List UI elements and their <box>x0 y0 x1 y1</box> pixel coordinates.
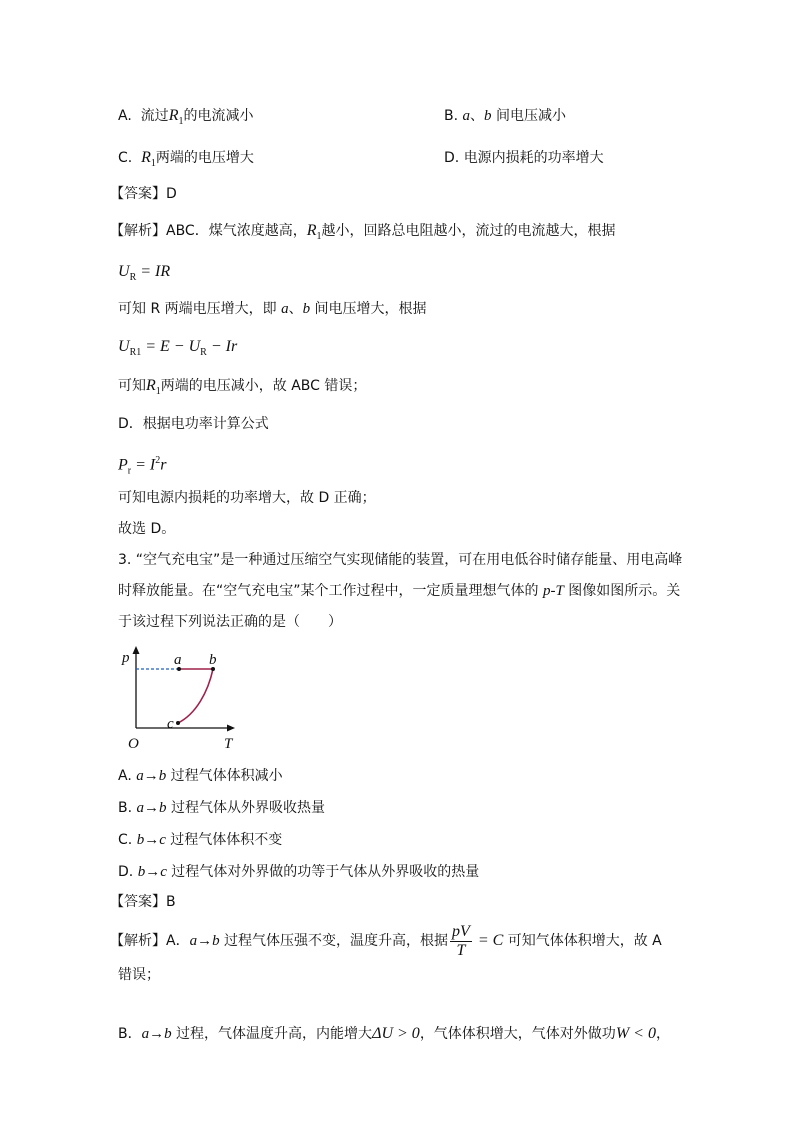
r1-symbol: $R_1$ <box>168 107 184 128</box>
q2-analysis-line-6: 故选 D。 <box>118 521 176 537</box>
ideal-gas-fraction: $\frac{pV}{T}$ <box>452 922 470 959</box>
equation-power: $P_r = I^2r$ <box>118 455 167 477</box>
q3-option-d: D. b→c 过程气体对外界做的功等于气体从外界吸收的热量 <box>118 864 480 880</box>
q2-option-b: B. a、b 间电压减小 <box>444 108 566 124</box>
q2-analysis-line-4: D．根据电功率计算公式 <box>118 416 269 432</box>
q3-answer: 【答案】B <box>110 894 176 910</box>
origin-label: O <box>128 736 139 752</box>
r1-symbol: $R_1$ <box>306 222 322 243</box>
q2-analysis-line-1: 【解析】ABC．煤气浓度越高，$R_1$越小，回路总电阻越小，流过的电流越大，根据 <box>110 222 616 243</box>
q3-option-c: C. b→c 过程气体体积不变 <box>118 832 283 848</box>
t-axis-arrow-icon <box>227 725 235 732</box>
label-a: a <box>174 652 182 668</box>
q3-analysis-line-2: 错误； <box>118 967 160 983</box>
q2-option-a: A. 流过$R_1$的电流减小 <box>118 107 254 128</box>
pt-graph <box>116 644 246 754</box>
q3-analysis-line-3: B．a→b 过程，气体温度升高，内能增大ΔU > 0，气体体积增大，气体对外做功W < 0， <box>118 1025 670 1042</box>
q2-answer: 【答案】D <box>110 186 177 202</box>
q3-stem-line-1: 3. “空气充电宝”是一种通过压缩空气实现储能的装置，可在用电低谷时储存能量、用电高峰 <box>118 552 683 568</box>
equation-ur: $U_R$ = IR <box>118 263 171 284</box>
q3-analysis-line-1: 【解析】A．a→b 过程气体压强不变，温度升高，根据 $\frac{pV}{T}$ = C 可知气体体积增大，故 A <box>110 922 662 959</box>
equation-ur1: $U_{R1} = E - U_R - Ir$ <box>118 338 238 359</box>
q2-option-c: C. $R_1$两端的电压增大 <box>118 149 254 170</box>
q3-option-b: B. a→b 过程气体从外界吸收热量 <box>118 800 325 816</box>
process-bc-curve <box>178 669 213 723</box>
axis-label-t: T <box>224 736 233 752</box>
q2-analysis-line-3: 可知$R_1$两端的电压减小，故 ABC 错误； <box>118 377 367 398</box>
q2-analysis-line-5: 可知电源内损耗的功率增大，故 D 正确； <box>118 490 376 506</box>
q2-analysis-line-2: 可知 R 两端电压增大，即 a、b 间电压增大，根据 <box>118 301 427 317</box>
point-c <box>176 721 180 725</box>
r1-symbol: $R_1$ <box>141 149 156 170</box>
p-axis-arrow-icon <box>133 646 140 654</box>
label-c: c <box>167 716 174 732</box>
q3-option-a: A. a→b 过程气体体积减小 <box>118 768 283 784</box>
q3-stem-line-2: 时释放能量。在“空气充电宝”某个工作过程中，一定质量理想气体的 p-T 图像如图所示。关 <box>118 583 681 599</box>
axis-label-p: p <box>122 650 130 666</box>
q2-option-d: D. 电源内损耗的功率增大 <box>444 150 604 166</box>
r1-symbol: $R_1$ <box>146 377 161 398</box>
q3-stem-line-3: 于该过程下列说法正确的是（ ） <box>118 614 342 630</box>
label-b: b <box>209 652 217 668</box>
